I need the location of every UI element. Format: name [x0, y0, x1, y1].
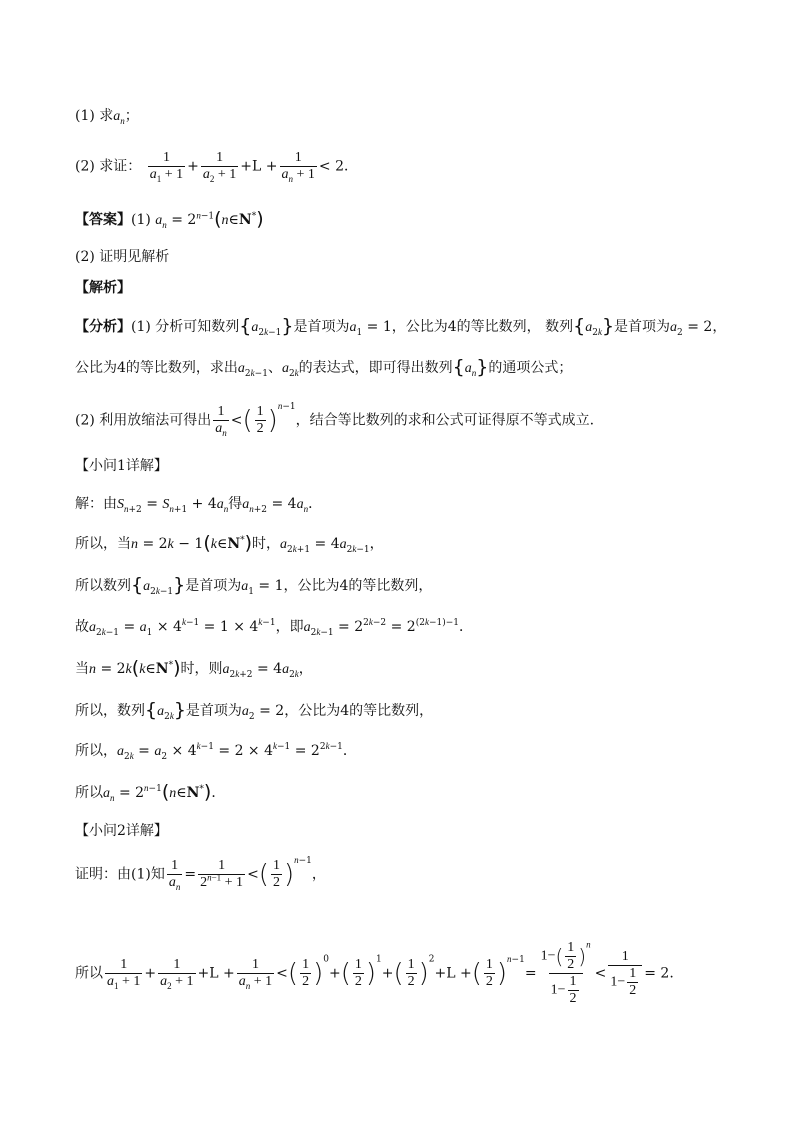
analysis-sub-label: 【分析】: [75, 319, 131, 335]
question-part-1: (1) 求$a_n$；: [75, 108, 139, 126]
analysis-line-1: 【分析】(1) 分析可知数列$\{a_{2k-1}\}$是首项为$a_1 = 1$，公比为4的等比数列， 数列$\{a_{2k}\}$是首项为$a_2 = 2$，: [75, 315, 727, 338]
proof-line-1: 证明：由(1)知 $\frac{1}{a_n}$ = $\frac{1}{2^{n-1} + 1}$ <( $\frac{1}{2}$ )$^{n-1}$，: [75, 854, 326, 892]
solution-line-5: 当n = 2k(k∈N*)时，则$a_{2k+2} = 4a_{2k}$，: [75, 657, 313, 680]
question-part-2: (2) 求证： $\frac{1}{a_1 + 1}$ + $\frac{1}{a_2 + 1}$ +L + $\frac{1}{a_n + 1}$ < 2．: [75, 150, 358, 184]
answer-line-1: 【答案】(1) $a_n$ = $2^{n-1}(n\in N^*)$: [75, 208, 264, 230]
solution-line-8: 所以$a_n$ = $2^{n-1}(n\in N^*)$．: [75, 781, 226, 803]
answer-line-2: (2) 证明见解析: [75, 249, 170, 265]
solution-line-6: 所以，数列$\{a_{2k}\}$是首项为$a_2 = 2$，公比为4的等比数列，: [75, 699, 434, 722]
solution-line-4: 故$a_{2k-1} = a_1 \times 4^{k-1} = 1 \times 4^{k-1}$，即$a_{2k-1} = 2^{2k-2} = 2^{(2k-1)-1}$．: [75, 617, 473, 638]
solution-line-3: 所以数列$\{a_{2k-1}\}$是首项为$a_1 = 1$，公比为4的等比数列，: [75, 574, 433, 597]
solution-line-7: 所以，$a_{2k} = a_2 \times 4^{k-1} = 2 \times 4^{k-1} = 2^{2k-1}$．: [75, 741, 357, 762]
solution-line-2: 所以，当n = 2k − 1(k∈N*)时，$a_{2k+1} = 4a_{2k-1}$，: [75, 532, 384, 555]
answer-label: 【答案】: [75, 212, 131, 228]
proof-line-2: 所以 $\frac{1}{a_1 + 1}$ + $\frac{1}{a_2 + 1}$ +L + $\frac{1}{a_n + 1}$ <( $\frac{1}{2}$ )$^0$+( $\frac{1}{2}$ )$^1$+( $\frac{1}{2}$ )$^2$+L +( $\frac{1}{2}$ )$^{n-1}$= 1−( $\frac{1}{2}$ )$^n$ 1− $\frac{1}{2}$ < 1 1− $\frac{1}{2}$ = 2.: [75, 939, 674, 1006]
part2-detail-heading: 【小问2详解】: [75, 823, 168, 839]
analysis-line-2: 公比为4的等比数列，求出$a_{2k-1}$、$a_{2k}$的表达式，即可得出数列$\{a_n\}$的通项公式；: [75, 356, 573, 379]
part1-detail-heading: 【小问1详解】: [75, 458, 168, 474]
analysis-line-3: (2) 利用放缩法可得出 $\frac{1}{a_n}$ <( $\frac{1}{2}$ )$^{n-1}$，结合等比数列的求和公式可证得原不等式成立.: [75, 400, 595, 438]
solution-line-1: 解：由$S_{n+2} = S_{n+1} + 4a_n$得$a_{n+2} = 4a_n$．: [75, 496, 323, 515]
analysis-heading: 【解析】: [75, 280, 131, 296]
